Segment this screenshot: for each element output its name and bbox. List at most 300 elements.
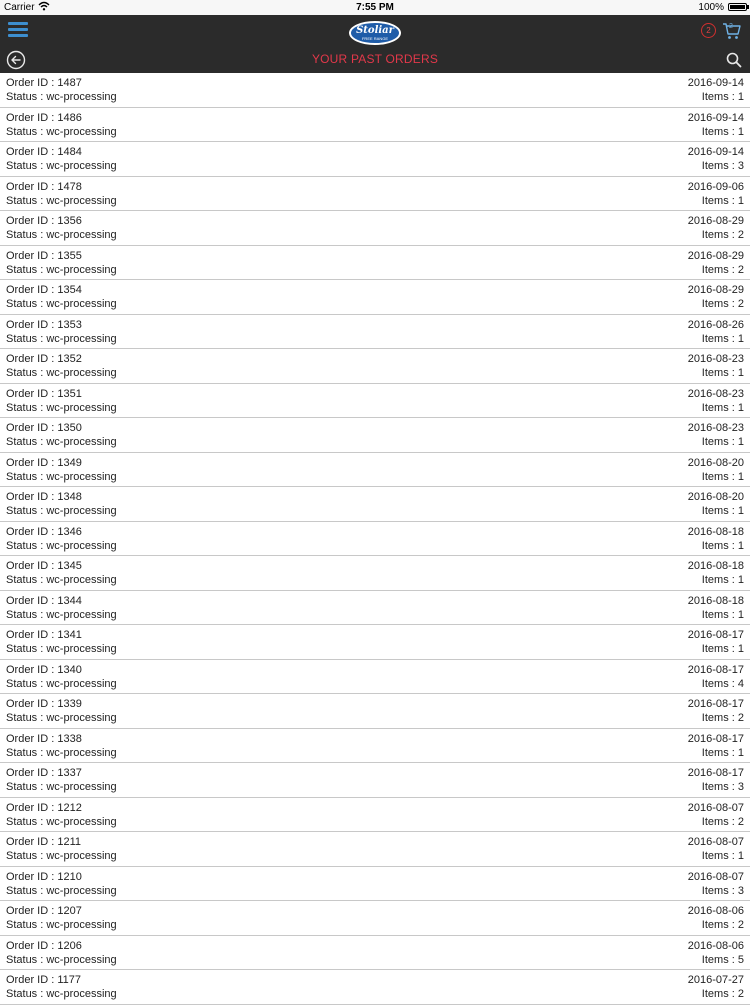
order-id-value: 1337	[57, 767, 82, 779]
order-id-line	[6, 560, 82, 572]
order-items-label: Items :	[701, 919, 735, 931]
order-items-value: 1	[737, 539, 744, 552]
order-id-label: Order ID :	[6, 284, 55, 296]
order-row[interactable]	[0, 522, 750, 557]
order-status-value: wc-processing	[46, 367, 117, 379]
order-date: 2016-08-17	[687, 629, 744, 641]
order-items-value: 1	[737, 574, 744, 586]
order-id-label: Order ID :	[6, 491, 55, 503]
order-id-line	[6, 112, 82, 124]
order-status-line	[6, 850, 117, 862]
order-status-line	[6, 954, 117, 966]
order-date: 2016-08-17	[687, 732, 744, 745]
order-id-line	[6, 940, 82, 952]
notification-badge-button[interactable]	[701, 23, 716, 38]
order-id-label: Order ID :	[6, 732, 55, 745]
order-items-line	[702, 643, 744, 655]
order-id-value: 1348	[57, 491, 82, 503]
order-items-value: 2	[737, 298, 744, 310]
order-status-line	[6, 126, 117, 138]
order-id-label: Order ID :	[6, 456, 55, 469]
order-status-line	[6, 747, 117, 759]
order-status-label: Status :	[6, 919, 44, 931]
order-status-label: Status :	[6, 229, 44, 241]
order-id-label: Order ID :	[6, 870, 55, 883]
order-status-label: Status :	[6, 608, 44, 621]
order-items-value: 1	[737, 746, 744, 759]
order-row[interactable]	[0, 73, 750, 108]
order-date: 2016-08-06	[687, 939, 744, 952]
order-id-value: 1478	[57, 180, 82, 193]
order-status-value: wc-processing	[46, 470, 117, 483]
order-status-value: wc-processing	[46, 850, 117, 862]
app-header	[0, 15, 750, 73]
order-status-line	[6, 195, 117, 207]
order-items-value: 1	[737, 643, 744, 655]
order-id-line	[6, 974, 81, 986]
order-items-value: 1	[737, 332, 744, 345]
order-status-value: wc-processing	[46, 919, 117, 931]
order-items-line	[702, 367, 744, 379]
order-items-value: 5	[737, 953, 744, 966]
order-date: 2016-08-07	[687, 836, 744, 848]
order-items-line	[702, 229, 744, 241]
order-status-value: wc-processing	[46, 263, 117, 276]
order-items-line	[702, 195, 744, 207]
order-id-line	[6, 250, 82, 262]
order-items-line	[702, 919, 744, 931]
order-items-line	[702, 91, 744, 103]
order-items-line	[702, 333, 744, 345]
order-row[interactable]	[0, 349, 750, 384]
order-id-value: 1486	[57, 111, 82, 124]
battery-tip	[747, 5, 749, 9]
order-status-line	[6, 298, 117, 310]
order-id-label: Order ID :	[6, 77, 55, 89]
order-id-label: Order ID :	[6, 836, 55, 848]
search-button[interactable]	[726, 52, 742, 68]
order-items-value: 3	[737, 884, 744, 897]
order-date: 2016-08-29	[687, 284, 744, 296]
order-status-label: Status :	[6, 505, 44, 517]
order-status-line	[6, 678, 117, 690]
order-items-line	[702, 781, 744, 793]
order-status-value: wc-processing	[46, 194, 117, 207]
order-status-label: Status :	[6, 643, 44, 655]
order-status-line	[6, 540, 117, 552]
order-date: 2016-08-07	[687, 801, 744, 814]
battery-percent: 100%	[698, 2, 724, 13]
order-items-label: Items :	[701, 677, 735, 690]
search-icon	[726, 52, 742, 68]
order-row[interactable]	[0, 901, 750, 936]
order-status-line	[6, 643, 117, 655]
order-items-line	[702, 678, 744, 690]
order-row[interactable]	[0, 694, 750, 729]
order-row[interactable]	[0, 280, 750, 315]
order-status-line	[6, 229, 117, 241]
order-id-value: 1487	[57, 77, 82, 89]
order-id-value: 1207	[57, 905, 82, 917]
order-id-label: Order ID :	[6, 353, 55, 365]
order-id-label: Order ID :	[6, 801, 55, 814]
order-items-line	[702, 436, 744, 448]
order-id-label: Order ID :	[6, 111, 55, 124]
order-id-line	[6, 802, 82, 814]
order-items-label: Items :	[701, 263, 735, 276]
order-items-label: Items :	[701, 91, 735, 103]
order-status-value: wc-processing	[46, 298, 117, 310]
carrier-label: Carrier	[4, 2, 35, 13]
order-id-value: 1211	[57, 836, 82, 848]
order-row[interactable]	[0, 315, 750, 350]
order-items-label: Items :	[701, 436, 735, 448]
order-status-label: Status :	[6, 988, 44, 1000]
order-status-label: Status :	[6, 160, 44, 172]
order-items-line	[702, 712, 744, 724]
order-items-label: Items :	[701, 229, 735, 241]
order-id-label: Order ID :	[6, 939, 55, 952]
order-items-value: 4	[737, 677, 744, 690]
order-id-value: 1349	[57, 456, 82, 469]
order-status-value: wc-processing	[46, 643, 117, 655]
clock: 7:55 PM	[356, 2, 394, 13]
order-status-label: Status :	[6, 712, 44, 724]
order-status-label: Status :	[6, 436, 44, 448]
order-id-value: 1206	[57, 939, 82, 952]
order-id-label: Order ID :	[6, 974, 55, 986]
menu-icon[interactable]	[8, 22, 28, 38]
order-date: 2016-08-29	[687, 215, 744, 227]
order-date: 2016-08-18	[687, 560, 744, 572]
order-status-value: wc-processing	[46, 746, 117, 759]
order-id-line	[6, 457, 82, 469]
order-status-value: wc-processing	[46, 884, 117, 897]
order-date: 2016-09-06	[687, 180, 744, 193]
order-id-line	[6, 664, 82, 676]
order-status-label: Status :	[6, 125, 44, 138]
order-row[interactable]	[0, 177, 750, 212]
order-status-label: Status :	[6, 574, 44, 586]
order-date: 2016-08-26	[687, 318, 744, 331]
order-status-value: wc-processing	[46, 574, 117, 586]
order-id-line	[6, 629, 82, 641]
order-date: 2016-08-18	[687, 525, 744, 538]
page-title: YOUR PAST ORDERS	[311, 52, 439, 66]
order-items-line	[702, 988, 744, 1000]
order-id-line	[6, 388, 82, 400]
order-items-label: Items :	[701, 539, 735, 552]
order-status-value: wc-processing	[46, 125, 117, 138]
order-status-value: wc-processing	[46, 91, 117, 103]
order-date: 2016-09-14	[687, 146, 744, 158]
order-status-line	[6, 574, 117, 586]
order-items-value: 1	[737, 401, 744, 414]
order-items-line	[702, 298, 744, 310]
order-id-line	[6, 284, 82, 296]
order-items-line	[702, 505, 744, 517]
order-status-label: Status :	[6, 781, 44, 793]
order-items-label: Items :	[701, 884, 735, 897]
order-id-value: 1338	[57, 732, 82, 745]
battery-icon	[728, 3, 747, 11]
order-status-line	[6, 367, 117, 379]
order-id-line	[6, 733, 82, 745]
order-id-line	[6, 77, 82, 89]
order-status-label: Status :	[6, 953, 44, 966]
order-items-line	[702, 850, 744, 862]
order-id-line	[6, 905, 82, 917]
order-items-value: 1	[737, 850, 744, 862]
order-row[interactable]	[0, 487, 750, 522]
order-status-value: wc-processing	[46, 436, 117, 448]
order-status-line	[6, 471, 117, 483]
order-status-line	[6, 505, 117, 517]
order-items-line	[702, 264, 744, 276]
order-items-value: 1	[737, 436, 744, 448]
order-status-value: wc-processing	[46, 815, 117, 828]
logo-text: Stoliar	[356, 25, 394, 36]
order-row[interactable]	[0, 832, 750, 867]
order-row[interactable]	[0, 418, 750, 453]
order-items-label: Items :	[701, 401, 735, 414]
order-items-value: 1	[737, 125, 744, 138]
brand-logo[interactable]	[349, 21, 401, 45]
order-status-label: Status :	[6, 298, 44, 310]
order-items-value: 1	[737, 367, 744, 379]
order-row[interactable]	[0, 108, 750, 143]
order-items-value: 1	[737, 91, 744, 103]
order-items-label: Items :	[701, 608, 735, 621]
order-items-label: Items :	[701, 332, 735, 345]
order-status-value: wc-processing	[46, 781, 117, 793]
order-items-label: Items :	[701, 850, 735, 862]
order-status-line	[6, 885, 117, 897]
order-items-value: 3	[737, 160, 744, 172]
order-status-label: Status :	[6, 401, 44, 414]
order-id-label: Order ID :	[6, 663, 55, 676]
order-id-value: 1350	[57, 422, 82, 434]
order-date: 2016-08-17	[687, 663, 744, 676]
order-date: 2016-09-14	[687, 77, 744, 89]
order-id-value: 1354	[57, 284, 82, 296]
order-date: 2016-08-20	[687, 456, 744, 469]
order-id-value: 1484	[57, 146, 82, 158]
order-status-value: wc-processing	[46, 953, 117, 966]
status-bar	[0, 0, 750, 15]
order-id-label: Order ID :	[6, 594, 55, 607]
order-row[interactable]	[0, 729, 750, 764]
order-items-label: Items :	[701, 470, 735, 483]
order-id-label: Order ID :	[6, 215, 55, 227]
order-row[interactable]	[0, 660, 750, 695]
order-items-label: Items :	[701, 953, 735, 966]
order-id-line	[6, 526, 82, 538]
order-row[interactable]	[0, 246, 750, 281]
order-date: 2016-09-14	[687, 111, 744, 124]
order-id-label: Order ID :	[6, 422, 55, 434]
order-items-line	[702, 402, 744, 414]
order-status-line	[6, 264, 117, 276]
order-row[interactable]	[0, 763, 750, 798]
order-date: 2016-08-23	[687, 387, 744, 400]
order-id-value: 1346	[57, 525, 82, 538]
order-date: 2016-08-29	[687, 249, 744, 262]
order-status-line	[6, 609, 117, 621]
order-items-label: Items :	[701, 746, 735, 759]
order-items-value: 1	[737, 194, 744, 207]
order-status-label: Status :	[6, 91, 44, 103]
order-status-label: Status :	[6, 470, 44, 483]
order-status-value: wc-processing	[46, 988, 117, 1000]
order-row[interactable]	[0, 384, 750, 419]
order-items-line	[702, 609, 744, 621]
order-status-label: Status :	[6, 194, 44, 207]
order-id-line	[6, 422, 82, 434]
order-items-value: 2	[737, 988, 744, 1000]
order-items-label: Items :	[701, 815, 735, 828]
order-id-value: 1210	[57, 870, 82, 883]
order-items-label: Items :	[701, 160, 735, 172]
order-id-line	[6, 595, 82, 607]
order-status-label: Status :	[6, 332, 44, 345]
order-id-line	[6, 836, 81, 848]
order-date: 2016-07-27	[687, 974, 744, 986]
order-id-label: Order ID :	[6, 249, 55, 262]
order-row[interactable]	[0, 453, 750, 488]
order-items-value: 2	[737, 229, 744, 241]
order-date: 2016-08-17	[687, 698, 744, 710]
order-items-line	[702, 747, 744, 759]
cart-button[interactable]	[722, 21, 742, 41]
order-id-line	[6, 146, 82, 158]
order-row[interactable]	[0, 936, 750, 971]
order-id-value: 1339	[57, 698, 82, 710]
order-status-line	[6, 160, 117, 172]
order-id-label: Order ID :	[6, 146, 55, 158]
order-items-value: 1	[737, 608, 744, 621]
order-id-label: Order ID :	[6, 905, 55, 917]
order-items-line	[702, 954, 744, 966]
order-status-value: wc-processing	[46, 505, 117, 517]
order-id-line	[6, 215, 82, 227]
order-id-line	[6, 871, 82, 883]
order-items-value: 1	[737, 470, 744, 483]
order-status-line	[6, 436, 117, 448]
order-status-value: wc-processing	[46, 608, 117, 621]
order-id-label: Order ID :	[6, 767, 55, 779]
order-items-value: 3	[737, 781, 744, 793]
order-status-value: wc-processing	[46, 712, 117, 724]
order-items-line	[702, 885, 744, 897]
order-status-label: Status :	[6, 850, 44, 862]
order-items-value: 1	[737, 505, 744, 517]
order-items-label: Items :	[701, 125, 735, 138]
order-row[interactable]	[0, 625, 750, 660]
order-id-value: 1344	[57, 594, 82, 607]
order-status-label: Status :	[6, 263, 44, 276]
order-items-value: 2	[737, 263, 744, 276]
order-status-label: Status :	[6, 884, 44, 897]
order-items-line	[702, 816, 744, 828]
order-id-value: 1345	[57, 560, 82, 572]
order-row[interactable]	[0, 798, 750, 833]
order-id-value: 1341	[57, 629, 82, 641]
order-id-value: 1353	[57, 318, 82, 331]
order-id-line	[6, 698, 82, 710]
order-row[interactable]	[0, 556, 750, 591]
order-id-label: Order ID :	[6, 560, 55, 572]
order-id-label: Order ID :	[6, 698, 55, 710]
order-items-label: Items :	[701, 781, 735, 793]
order-row[interactable]	[0, 591, 750, 626]
order-items-value: 2	[737, 919, 744, 931]
order-items-line	[702, 126, 744, 138]
notification-badge: 2	[701, 23, 716, 38]
order-id-label: Order ID :	[6, 387, 55, 400]
order-id-label: Order ID :	[6, 629, 55, 641]
order-items-label: Items :	[701, 574, 735, 586]
order-items-label: Items :	[701, 298, 735, 310]
order-items-line	[702, 540, 744, 552]
order-items-label: Items :	[701, 194, 735, 207]
order-status-value: wc-processing	[46, 160, 117, 172]
order-date: 2016-08-20	[687, 491, 744, 503]
order-id-line	[6, 767, 82, 779]
order-status-label: Status :	[6, 746, 44, 759]
order-row[interactable]	[0, 970, 750, 1005]
order-status-line	[6, 988, 117, 1000]
order-id-value: 1356	[57, 215, 82, 227]
order-items-line	[702, 574, 744, 586]
order-items-label: Items :	[701, 367, 735, 379]
order-id-value: 1212	[57, 801, 82, 814]
order-id-value: 1340	[57, 663, 82, 676]
order-items-line	[702, 471, 744, 483]
order-row[interactable]	[0, 142, 750, 177]
order-row[interactable]	[0, 211, 750, 246]
order-status-label: Status :	[6, 815, 44, 828]
order-date: 2016-08-06	[687, 905, 744, 917]
order-id-line	[6, 181, 82, 193]
order-items-value: 2	[737, 815, 744, 828]
order-id-value: 1351	[57, 387, 82, 400]
order-status-value: wc-processing	[46, 229, 117, 241]
order-items-line	[702, 160, 744, 172]
order-id-line	[6, 491, 82, 503]
order-id-label: Order ID :	[6, 525, 55, 538]
order-date: 2016-08-23	[687, 353, 744, 365]
order-status-value: wc-processing	[46, 539, 117, 552]
order-items-label: Items :	[701, 505, 735, 517]
order-status-line	[6, 919, 117, 931]
order-status-line	[6, 91, 117, 103]
order-id-line	[6, 319, 82, 331]
order-status-label: Status :	[6, 677, 44, 690]
order-status-line	[6, 402, 117, 414]
order-id-value: 1177	[57, 974, 82, 986]
order-date: 2016-08-23	[687, 422, 744, 434]
order-id-label: Order ID :	[6, 318, 55, 331]
order-id-label: Order ID :	[6, 180, 55, 193]
order-status-label: Status :	[6, 539, 44, 552]
order-status-line	[6, 333, 117, 345]
logo-subtext: FREE RANGE	[361, 36, 388, 41]
order-row[interactable]	[0, 867, 750, 902]
orders-list	[0, 73, 750, 1005]
cart-count: 2	[729, 23, 733, 30]
order-status-value: wc-processing	[46, 677, 117, 690]
